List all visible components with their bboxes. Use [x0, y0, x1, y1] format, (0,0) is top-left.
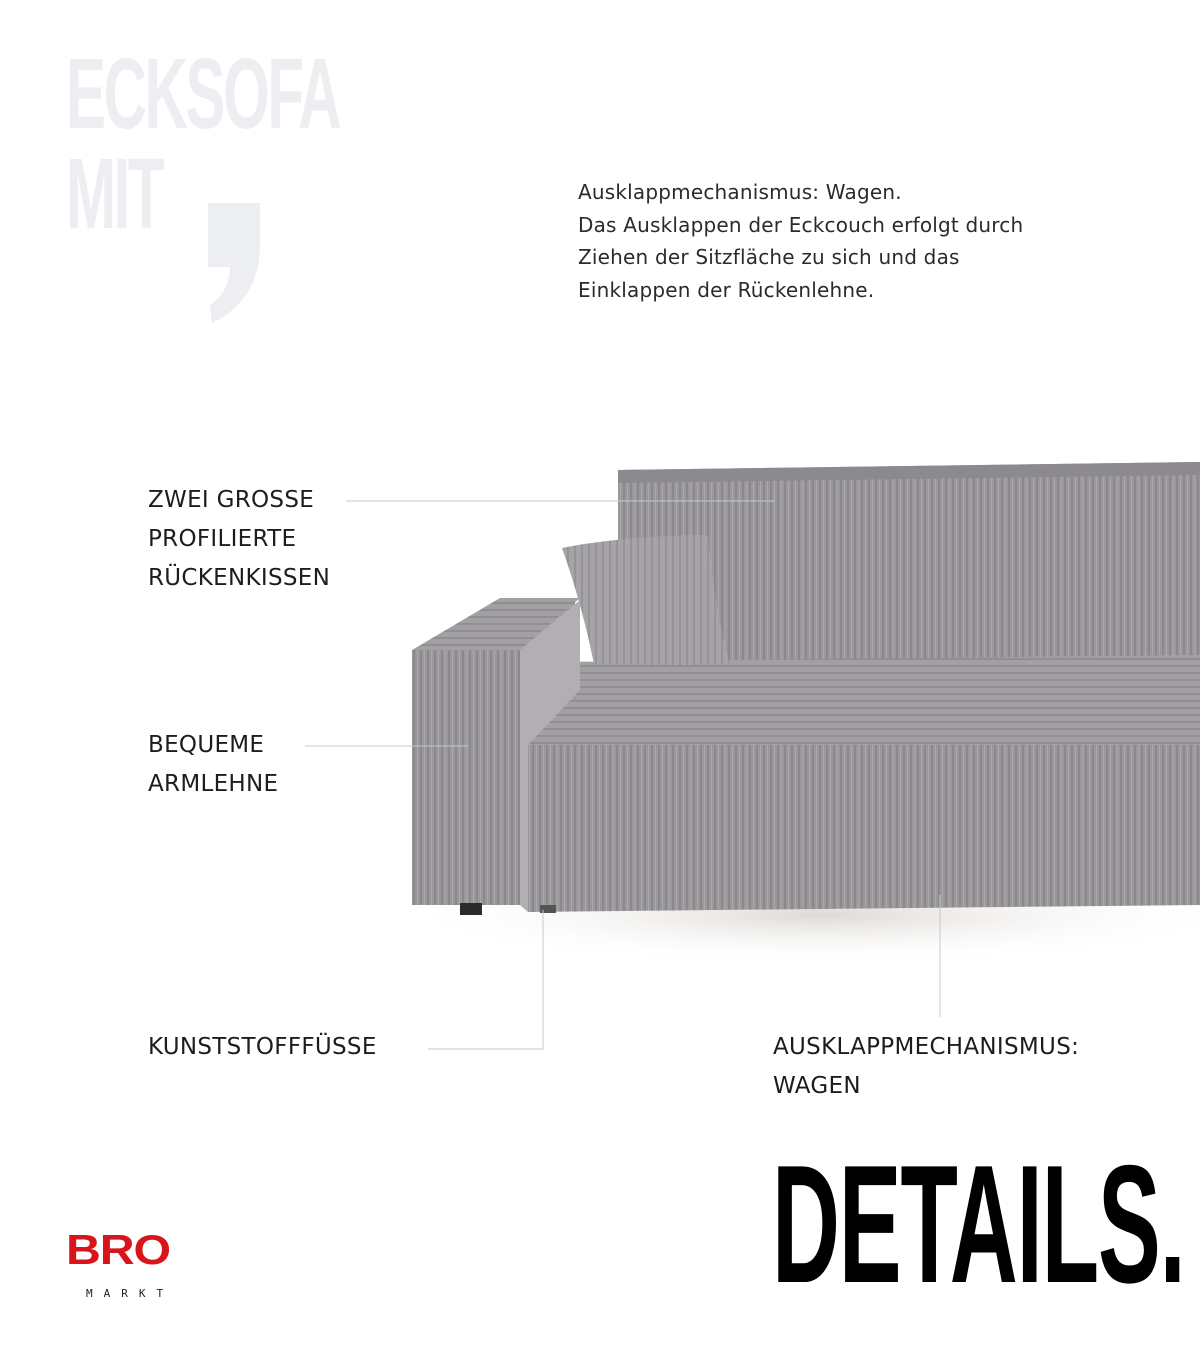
- description-line: Einklappen der Rückenlehne.: [578, 277, 875, 302]
- logo-sub: MARKT: [86, 1287, 175, 1300]
- logo-brand: BRO: [66, 1226, 170, 1273]
- details-headline: DETAILS.: [772, 1130, 1185, 1318]
- callout-armrest: BEQUEME ARMLEHNE: [148, 732, 279, 797]
- ghost-title: ECKSOFA MIT: [66, 38, 340, 250]
- description-line: Das Ausklappen der Eckcouch erfolgt durch: [578, 212, 1024, 237]
- callout-mechanism: AUSKLAPPMECHANISMUS: WAGEN: [773, 1034, 1080, 1099]
- callout-cushions: ZWEI GROSSE PROFILIERTE RÜCKENKISSEN: [148, 487, 331, 591]
- callout-feet: KUNSTSTOFFFÜSSE: [148, 1034, 377, 1060]
- description-line: Ausklappmechanismus: Wagen.: [578, 180, 902, 204]
- description-line: Ziehen der Sitzfläche zu sich und das: [578, 245, 960, 269]
